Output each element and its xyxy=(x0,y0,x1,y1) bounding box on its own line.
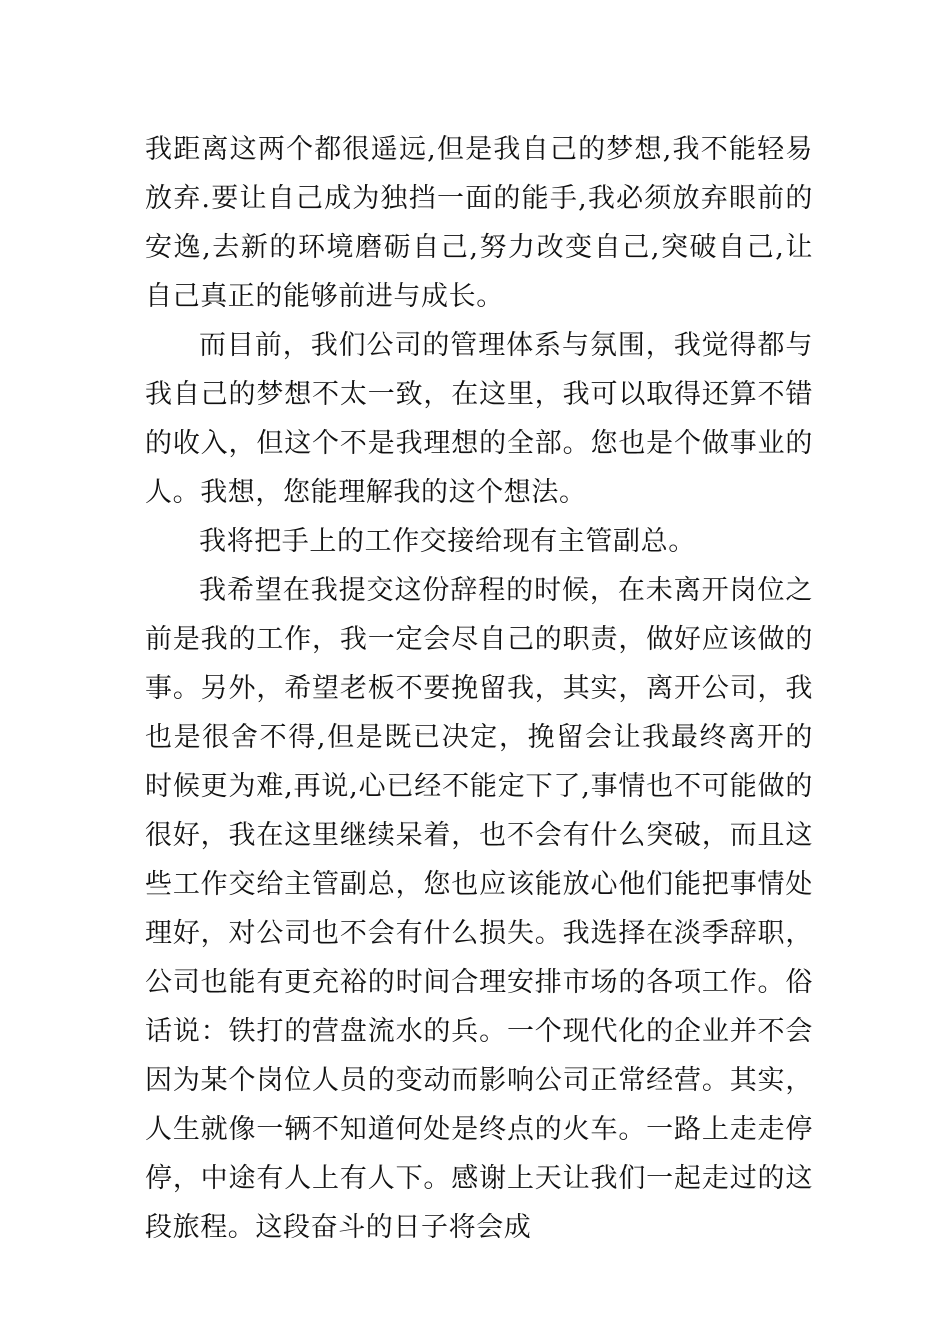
document-body xyxy=(145,125,813,1252)
paragraph-1: 我距离这两个都很遥远,但是我自己的梦想,我不能轻易放弃.要让自己成为独挡一面的能手,我必须放弃眼前的安逸,去新的环境磨砺自己,努力改变自己,突破自己,让自己真正的能够前进与成长。 xyxy=(145,134,813,312)
paragraph-3: 我将把手上的工作交接给现有主管副总。 xyxy=(199,526,696,557)
paragraph-4: 我希望在我提交这份辞程的时候，在未离开岗位之前是我的工作，我一定会尽自己的职责，做好应该做的事。另外，希望老板不要挽留我，其实，离开公司，我也是很舍不得,但是既已决定，挽留会让我最终离开的时候更为难,再说,心已经不能定下了,事情也不可能做的很好，我在这里继续呆着，也不会有什么突破，而且这些工作交给主管副总，您也应该能放心他们能把事情处理好，对公司也不会有什么损失。我选择在淡季辞职，公司也能有更充裕的时间合理安排市场的各项工作。俗话说：铁打的营盘流水的兵。一个现代化的企业并不会因为某个岗位人员的变动而影响公司正常经营。其实，人生就像一辆不知道何处是终点的火车。一路上走走停停，中途有人上有人下。感谢上天让我们一起走过的这段旅程。这段奋斗的日子将会成 xyxy=(145,575,813,1243)
paragraph-2: 而目前，我们公司的管理体系与氛围，我觉得都与我自己的梦想不太一致，在这里，我可以取得还算不错的收入，但这个不是我理想的全部。您也是个做事业的人。我想，您能理解我的这个想法。 xyxy=(145,330,813,508)
